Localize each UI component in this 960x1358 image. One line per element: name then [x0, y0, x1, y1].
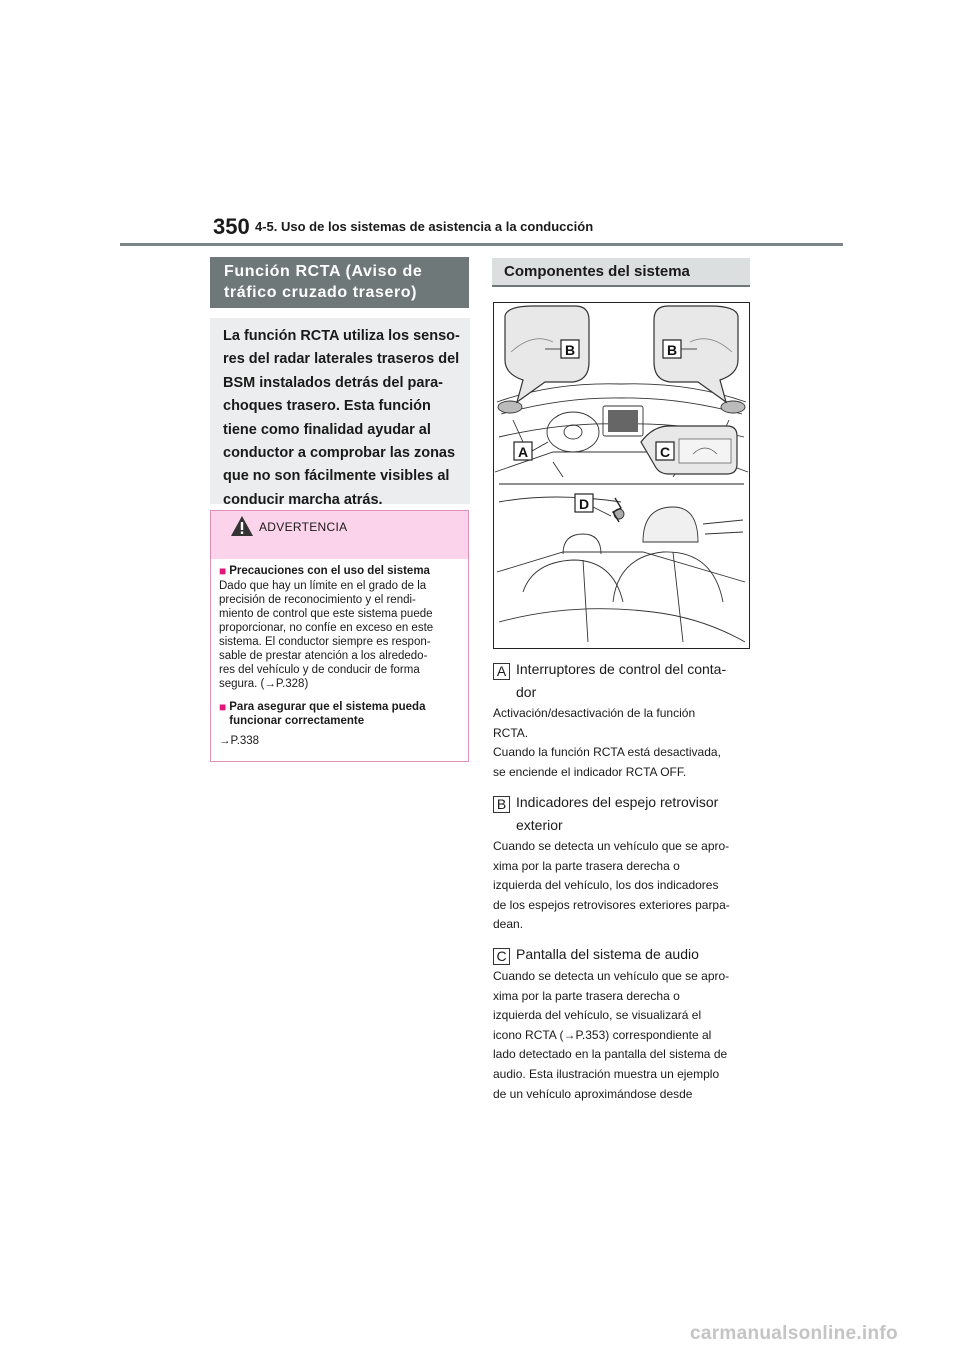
page-number: 350: [213, 214, 250, 239]
bullet-square-icon: ■: [219, 700, 227, 714]
desc-line: Cuando la función RCTA está desactivada,: [493, 745, 721, 760]
item-title-line: exterior: [516, 817, 563, 833]
warning-title: ADVERTENCIA: [259, 520, 348, 534]
warning-item-text: [219, 579, 460, 691]
warning-heading-line: funcionar correctamente: [229, 715, 365, 727]
components-title: Componentes del sistema: [492, 258, 750, 287]
function-title-line: Función RCTA (Aviso de: [224, 263, 423, 280]
warning-page-ref: →P.338: [219, 735, 260, 747]
warning-header: [211, 511, 468, 559]
intro-line: BSM instalados detrás del para-: [223, 374, 443, 391]
warning-item-heading: [219, 700, 460, 728]
desc-line: RCTA.: [493, 725, 529, 740]
components-illustration: [493, 302, 750, 649]
desc-line: izquierda del vehículo, se visualizará el: [493, 1008, 702, 1023]
warning-box: [210, 510, 469, 762]
section-header: 4-5. Uso de los sistemas de asistencia a la conducción: [255, 219, 594, 234]
intro-line: res del radar laterales traseros del: [223, 351, 460, 368]
warning-line: sable de prestar atención a los alrededo-: [219, 650, 428, 662]
intro-box: [210, 318, 470, 508]
desc-line: dean.: [493, 917, 524, 932]
item-b-title: [493, 791, 718, 837]
desc-line: de un vehículo aproximándose desde: [493, 1086, 693, 1101]
item-c-title: [493, 943, 699, 966]
figure-label-c: C: [659, 444, 671, 460]
item-b-description: [493, 837, 753, 935]
figure-label-b-right: B: [666, 342, 678, 358]
function-title: [210, 257, 469, 308]
desc-line: Activación/desactivación de la función: [493, 706, 696, 720]
warning-item-heading-text: Precauciones con el uso del sistema: [229, 565, 430, 577]
item-title-line: Indicadores del espejo retrovisor: [516, 794, 719, 810]
figure-label-a: A: [517, 444, 529, 460]
figure-label-b-left: B: [564, 342, 576, 358]
intro-line: La función RCTA utiliza los senso-: [223, 328, 460, 344]
warning-line: segura. (→P.328): [219, 678, 309, 690]
intro-line: tiene como finalidad ayudar al: [223, 421, 431, 438]
warning-triangle-icon: [230, 515, 254, 537]
desc-line: audio. Esta ilustración muestra un ejemplo: [493, 1066, 720, 1081]
desc-line: xima por la parte trasera derecha o: [493, 988, 680, 1003]
desc-line: de los espejos retrovisores exteriores parpa-: [493, 897, 730, 912]
figure-label-d: D: [578, 496, 590, 512]
item-c-description: [493, 967, 753, 1104]
watermark: carmanualsonline.info: [690, 1323, 898, 1344]
header-rule: [120, 243, 843, 246]
warning-line: res del vehículo y de conducir de forma: [219, 664, 420, 676]
desc-line: icono RCTA (→P.353) correspondiente al: [493, 1027, 712, 1042]
desc-line: Cuando se detecta un vehículo que se apro-: [493, 969, 730, 983]
item-title-line: dor: [516, 684, 537, 700]
audio-screen-callout: [641, 426, 737, 474]
desc-line: lado detectado en la pantalla del sistema de: [493, 1047, 728, 1062]
item-a-description: [493, 704, 753, 782]
warning-line: precisión de reconocimiento y el rendi-: [219, 594, 416, 606]
warning-line: proporcionar, no confíe en exceso en este: [219, 622, 434, 634]
warning-heading-line: Para asegurar que el sistema pueda: [229, 701, 426, 713]
desc-line: xima por la parte trasera derecha o: [493, 858, 680, 873]
warning-body: [211, 559, 468, 748]
item-letter-box: B: [493, 796, 510, 813]
item-a-title: [493, 658, 726, 704]
intro-line: que no son fácilmente visibles al: [223, 468, 450, 485]
desc-line: se enciende el indicador RCTA OFF.: [493, 764, 687, 779]
desc-line: izquierda del vehículo, los dos indicadores: [493, 878, 719, 893]
warning-item-heading: [219, 564, 460, 578]
warning-line: Dado que hay un límite en el grado de la: [219, 580, 427, 592]
item-title-line: Pantalla del sistema de audio: [516, 946, 699, 962]
desc-line: Cuando se detecta un vehículo que se apro-: [493, 839, 730, 853]
warning-line: miento de control que este sistema puede: [219, 608, 433, 620]
item-letter-box: A: [493, 663, 510, 680]
intro-line: conductor a comprobar las zonas: [223, 445, 456, 462]
intro-line: choques trasero. Esta función: [223, 398, 431, 415]
warning-line: sistema. El conductor siempre es respon-: [219, 636, 431, 648]
intro-line: conducir marcha atrás.: [223, 491, 383, 508]
bullet-square-icon: ■: [219, 564, 227, 578]
function-title-line: tráfico cruzado trasero): [224, 284, 418, 301]
item-title-line: Interruptores de control del conta-: [516, 661, 727, 677]
item-letter-box: C: [493, 948, 510, 965]
warning-item-heading-text: [229, 700, 425, 728]
